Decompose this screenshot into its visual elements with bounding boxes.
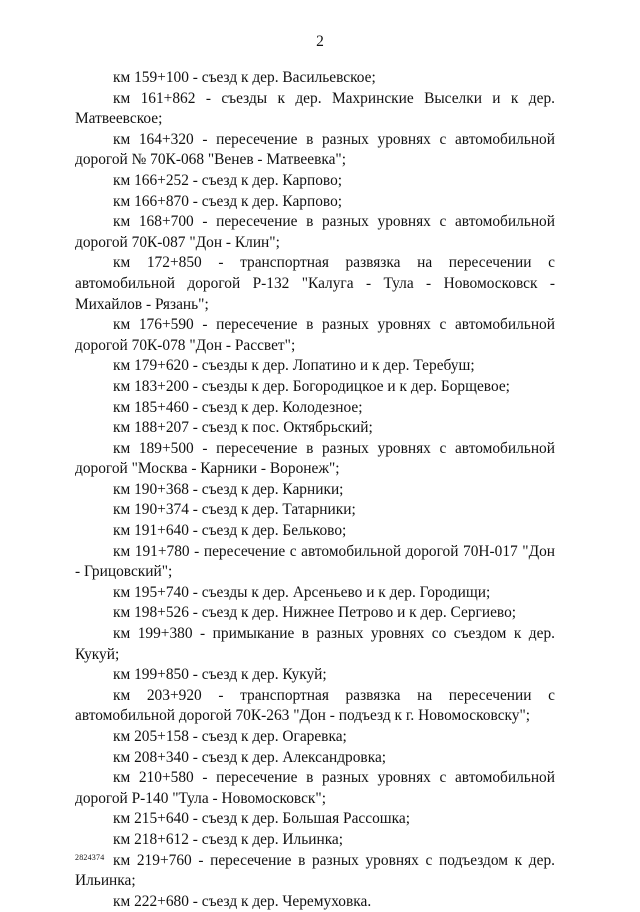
list-item: км 208+340 - съезд к дер. Александровка;	[113, 748, 387, 766]
document-code: 2824374	[75, 853, 105, 862]
list-item: км 189+500 - пересечение в разных уровнях с автомобильной дорогой "Москва - Карники - Воронеж";	[75, 439, 555, 478]
list-item: км 218+612 - съезд к дер. Ильинка;	[113, 830, 344, 848]
page-number: 2	[316, 33, 324, 50]
list-item: км 219+760 - пересечение в разных уровнях с подъездом к дер. Ильинка;	[75, 851, 555, 890]
list-item: км 188+207 - съезд к пос. Октябрьский;	[113, 419, 373, 437]
list-item: км 166+870 - съезд к дер. Карпово;	[113, 192, 343, 210]
list-item: км 185+460 - съезд к дер. Колодезное;	[113, 398, 363, 416]
list-item: км 190+368 - съезд к дер. Карники;	[113, 480, 344, 498]
list-item: км 190+374 - съезд к дер. Татарники;	[113, 501, 356, 519]
list-item: км 159+100 - съезд к дер. Васильевское;	[113, 69, 376, 86]
document-body	[75, 68, 555, 912]
list-item: км 168+700 - пересечение в разных уровнях с автомобильной дорогой 70К-087 "Дон - Клин";	[75, 213, 555, 251]
list-item: км 191+780 - пересечение с автомобильной дорогой 70Н-017 "Дон - Грицовский";	[75, 542, 555, 581]
list-item: км 179+620 - съезды к дер. Лопатино и к дер. Теребуш;	[113, 357, 475, 375]
list-item: км 172+850 - транспортная развязка на пересечении с автомобильной дорогой Р-132 "Калуга - Тула - Новомосковск - Михайлов - Рязань";	[75, 254, 555, 313]
list-item: км 166+252 - съезд к дер. Карпово;	[113, 171, 343, 189]
list-item: км 191+640 - съезд к дер. Бельково;	[113, 522, 347, 540]
list-item: км 161+862 - съезды к дер. Махринские Выселки и к дер. Матвеевское;	[75, 89, 555, 128]
list-item: км 205+158 - съезд к дер. Огаревка;	[113, 728, 347, 745]
list-item: км 203+920 - транспортная развязка на пересечении с автомобильной дорогой 70К-263 "Дон - подъезд к г. Новомосковску";	[75, 686, 555, 725]
list-item: км 222+680 - съезд к дер. Черемуховка.	[113, 892, 372, 910]
list-item: км 195+740 - съезды к дер. Арсеньево и к дер. Городищи;	[113, 583, 491, 601]
list-item: км 198+526 - съезд к дер. Нижнее Петрово и к дер. Сергиево;	[113, 604, 517, 622]
list-item: км 176+590 - пересечение в разных уровнях с автомобильной дорогой 70К-078 "Дон - Рассвет";	[75, 316, 555, 354]
list-item: км 183+200 - съезды к дер. Богородицкое и к дер. Борщевое;	[113, 377, 510, 395]
list-item: км 199+380 - примыкание в разных уровнях со съездом к дер. Кукуй;	[75, 625, 555, 663]
list-item: км 215+640 - съезд к дер. Большая Рассошка;	[113, 810, 410, 828]
list-item: км 199+850 - съезд к дер. Кукуй;	[113, 666, 327, 684]
list-item: км 164+320 - пересечение в разных уровнях с автомобильной дорогой № 70К-068 "Венев - Матвеевка";	[75, 130, 555, 169]
list-item: км 210+580 - пересечение в разных уровнях с автомобильной дорогой Р-140 "Тула - Новомосковск";	[75, 769, 555, 807]
